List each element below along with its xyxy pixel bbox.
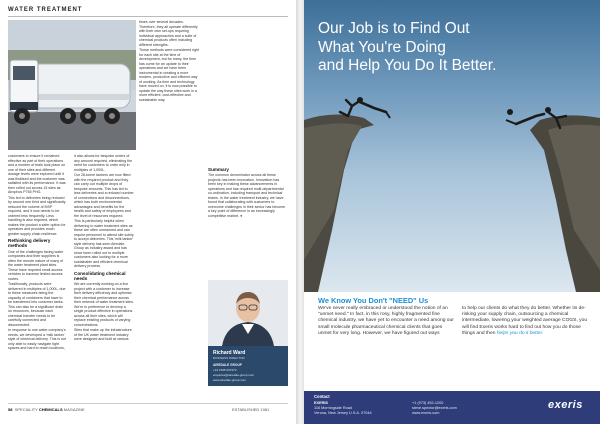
advert-address-line-2: Verona, New Jersey U.S.A. 07044: [314, 411, 372, 415]
article-subheading: Summary: [208, 167, 229, 172]
magazine-name-prefix: SPECIALITY: [14, 407, 39, 412]
page-number: 58: [8, 407, 13, 412]
contact-card: [208, 346, 288, 386]
article-paragraph: customers to ensure it remained effective as part of their operations and a number of trials took place on one of their sites and different dosage levels were explored until it was finalised and the customer was satisfied with its performance. It was then rolled out across 15 sites as Airophos P765 PHG.: [8, 154, 66, 194]
contact-title: BUSINESS DIRECTOR: [213, 356, 245, 360]
advert-phone: +1 (973) 452-1200: [412, 401, 444, 405]
advert-contact-heading: Contact: [314, 394, 330, 399]
article-paragraph: This is particularly helpful when delivering to water treatment sites as these are often unmanned and can require personnel to attend site solely to accept deliveries. This 'milk tanker' style delivery has seen Airedale Group as industry award and has since been rolled out to multiple customers also looking for a more sustainable and efficient chemical delivery process.: [74, 219, 134, 268]
article-paragraph: Sites that make up the infrastructure of the UK water treatment industry were designed and built at various: [74, 328, 132, 342]
magazine-name-suffix: MAGAZINE: [62, 407, 85, 412]
footer-rule: [8, 403, 288, 404]
page-gutter: [296, 0, 304, 424]
article-paragraph: Traditionally, products were delivered in multiples of 1,000L, due to these measures being the capacity of containers that have to be transferred into customer tanks. This can also be a significant drain on resources, because each chemical transfer needs to be carefully connected and disconnected.: [8, 282, 66, 327]
article-column-1: [8, 154, 66, 352]
article-paragraph: One of the challenges facing water companies and their suppliers is often the remote nature of many of the water treatment plant sites. These have required small access vehicles to traverse limited access routes.: [8, 249, 64, 281]
article-paragraph: The common denominator across all these projects has been innovation. Innovation has been key in making these advancements in operations and has required multi-departmental co-ordination, including transport and technical teams. In the water treatment industry, we have found that collaborating with customers to overcome challenges in their sector has become a key point of difference in an increasingly competitive market. ●: [208, 173, 286, 218]
advert-subheading: We Know You Don't "NEED" Us: [318, 296, 429, 305]
article-paragraph: We are currently working on a live project with a customer to increase their delivery efficiency and optimise their chemical performance across their network of water treatment sites. We're in preference to develop a single product effective in operations across all their sites, which will replace existing products of varying concentrations.: [74, 282, 134, 327]
advert-address-line-1: 116 Morningside Road: [314, 406, 352, 410]
tanker-truck-illustration: [8, 20, 136, 150]
article-column-2: [74, 154, 134, 343]
advert-contact-bar: [304, 391, 600, 424]
tanker-truck-photo: [8, 20, 136, 150]
article-subheading: Rethinking delivery methods: [8, 238, 51, 249]
contact-company: AIREDALE GROUP: [213, 363, 242, 367]
contact-name: Richard Ward: [213, 350, 246, 356]
contact-website[interactable]: www.airedale-group.com: [213, 378, 247, 382]
advert-email[interactable]: steve.spector@exeris.com: [412, 406, 457, 410]
advert-body-column-1: We've never really embraced or understood the notion of an "unmet need." In fact, in this rosy, highly fragmented fine chemical industry, we have yet to encounter a need among our small molecule pharmaceutical chemical clients that goes unmet for very long. However, we have figured out ways: [318, 306, 454, 336]
author-portrait: [208, 280, 288, 346]
section-label: WATER TREATMENT: [8, 7, 83, 13]
page-footer: [8, 407, 85, 412]
article-paragraph: times over several decades. Therefore, they all operate differently with their own set-ups requiring individual approaches and a suite of chemical products often including different strengths.: [139, 20, 198, 47]
advert-body-text: to help our clients do what they do better. Whether its de-risking your supply chain, outsourcing a chemical intermediate, lowering your weighted average COGS, you will find Exeris works hard to find out how you do those things and then: [462, 306, 588, 336]
header-rule: [8, 16, 288, 17]
advert-headline: [318, 20, 588, 76]
headline-line-3: and Help You Do It Better.: [318, 57, 497, 74]
exeris-logo: exeris: [548, 399, 583, 411]
person-portrait-illustration: [208, 280, 288, 346]
contact-phone: +44 1535 637473: [213, 368, 237, 372]
article-paragraph: In response to one water company's needs, we developed a 'milk tanker' style of chemical delivery. This is not only able to easily navigate tight spaces and hard to reach locations,: [8, 328, 66, 351]
advert-body-column-2: [462, 306, 592, 337]
established-label: ESTABLISHED 1981: [232, 407, 270, 412]
article-paragraph: Our 26-tonne tankers are now fitted with the required product and they can carry out multiple drops of bespoke amounts. This has led to less deliveries and a reduced number of connections and disconnections, which has both environmental advantages and benefits for the health and safety of employees and the level of resources required.: [74, 173, 134, 218]
advert-company: EXERIS: [314, 401, 328, 405]
article-column-3: [139, 20, 201, 103]
article-paragraph: it also allows for bespoke orders of any amount required, eliminating the need for customers to order only in multiples of 1,000L.: [74, 154, 133, 172]
article-paragraph: These methods were considered right for each site at the time of development, but for many, the time has come for an update to their operations and we have been instrumental in creating a more modern, productive and efficient way of working. As time and technology have moved on, it is now possible to update the way these sites work in a more efficient, cost-effective and sustainable way.: [139, 48, 200, 102]
headline-line-2: What You're Doing: [318, 38, 446, 56]
right-page-advert: [304, 0, 600, 424]
magazine-name-bold: CHEMICALS: [38, 407, 63, 412]
headline-line-1: Our Job is to Find Out: [318, 20, 470, 37]
article-subheading: Consolidating chemical needs: [74, 270, 126, 281]
advert-body-emphasis: helps you do it better.: [496, 330, 544, 336]
left-page: [0, 0, 296, 424]
article-paragraph: This led to deliveries being reduced by around one third and significantly reduced the volume of MSP required, and it now needs to be ordered less frequently. Less handling is also required, which makes the product a safer option for operators and provides much greater supply chain resilience.: [8, 195, 66, 236]
article-column-4: [208, 165, 288, 219]
contact-email[interactable]: enquiries@airedale-group.com: [213, 373, 255, 377]
advert-website[interactable]: www.exeris.com: [412, 411, 440, 415]
